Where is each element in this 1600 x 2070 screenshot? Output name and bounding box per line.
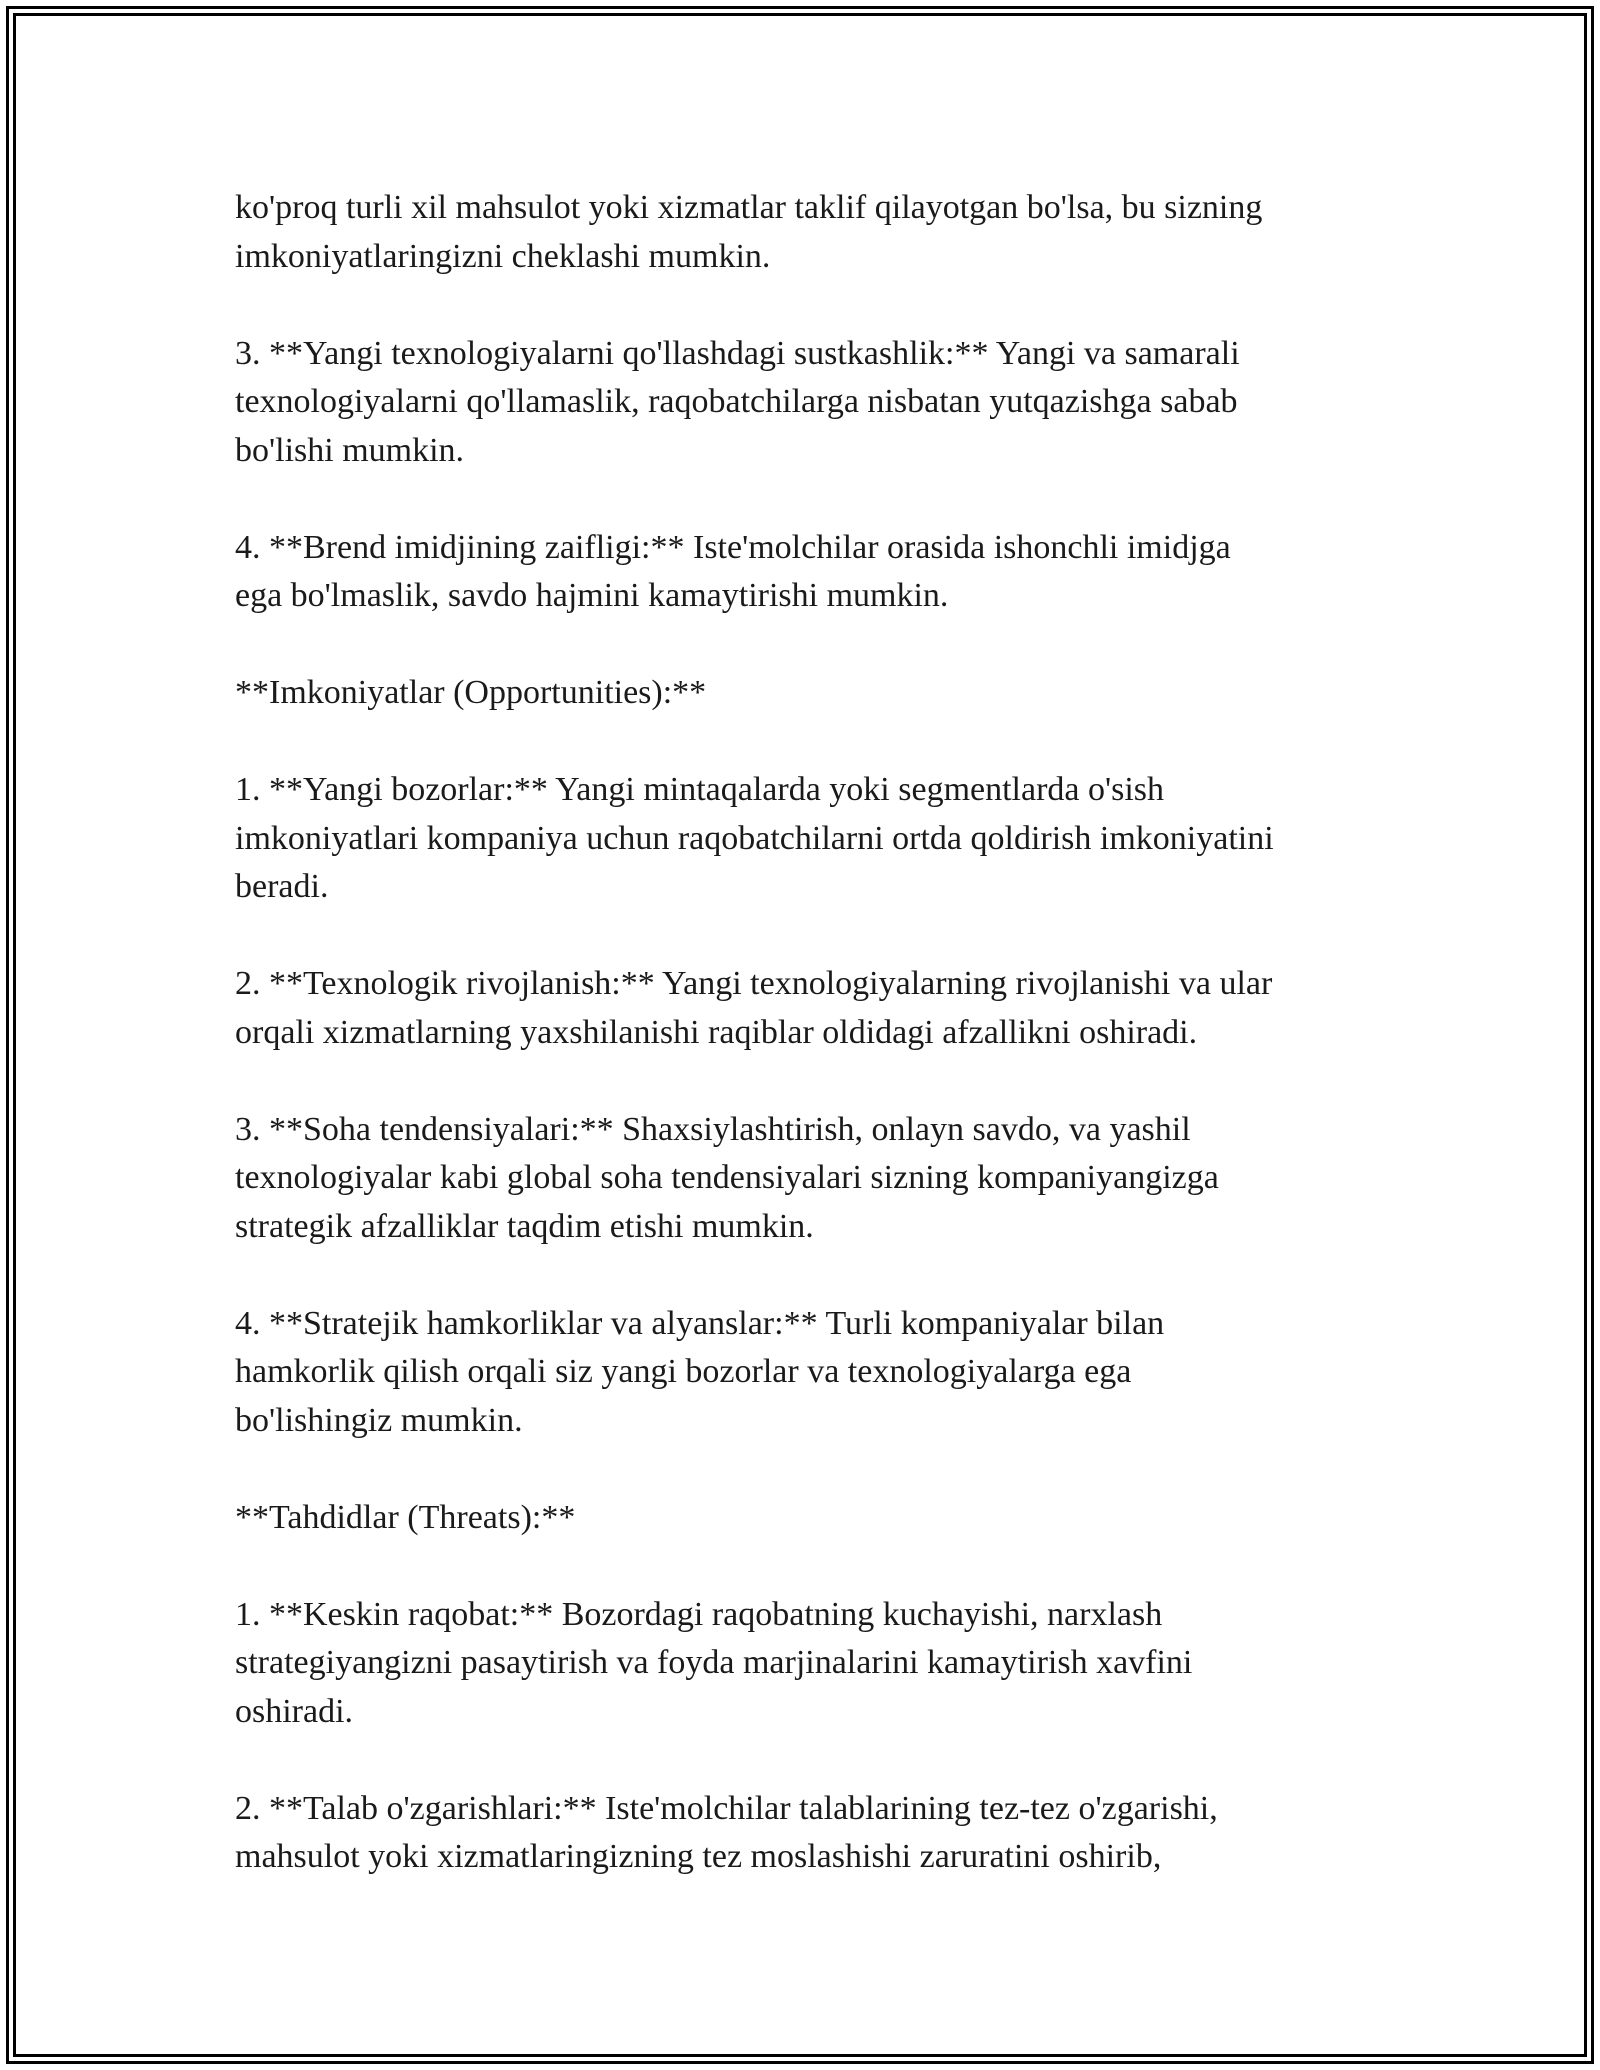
text-line: bo'lishi mumkin.	[235, 431, 465, 469]
section-heading-threats	[235, 1494, 1385, 1543]
text-line: strategik afzalliklar taqdim etishi mumkin.	[235, 1207, 814, 1245]
text-line: 2. **Texnologik rivojlanish:** Yangi texnologiyalarning rivojlanishi va ular	[235, 965, 1273, 1002]
threat-item-2	[235, 1785, 1385, 1882]
text-line: oshiradi.	[235, 1692, 354, 1730]
opportunity-item-1	[235, 766, 1385, 912]
text-line: beradi.	[235, 868, 329, 905]
text-line: mahsulot yoki xizmatlaringizning tez moslashishi zaruratini oshirib,	[235, 1838, 1162, 1875]
text-line: **Tahdidlar (Threats):**	[235, 1498, 576, 1536]
section-heading-opportunities	[235, 669, 1385, 718]
opportunity-item-4	[235, 1300, 1385, 1446]
opportunity-item-3	[235, 1106, 1385, 1252]
text-line: orqali xizmatlarning yaxshilanishi raqiblar oldidagi afzallikni oshiradi.	[235, 1013, 1198, 1051]
text-line: bo'lishingiz mumkin.	[235, 1401, 523, 1439]
text-line: 4. **Brend imidjining zaifligi:** Iste'molchilar orasida ishonchli imidjga	[235, 528, 1231, 566]
text-line: 2. **Talab o'zgarishlari:** Iste'molchilar talablarining tez-tez o'zgarishi,	[235, 1789, 1218, 1827]
text-line: texnologiyalar kabi global soha tendensiyalari sizning kompaniyangizga	[235, 1159, 1219, 1196]
text-line: 1. **Yangi bozorlar:** Yangi mintaqalarda yoki segmentlarda o'sish	[235, 771, 1165, 808]
text-line: strategiyangizni pasaytirish va foyda marjinalarini kamaytirish xavfini	[235, 1644, 1193, 1681]
text-line: 3. **Soha tendensiyalari:** Shaxsiylashtirish, onlayn savdo, va yashil	[235, 1110, 1191, 1148]
text-line: ega bo'lmaslik, savdo hajmini kamaytirishi mumkin.	[235, 577, 949, 614]
paragraph-continuation	[235, 184, 1385, 281]
text-line: 1. **Keskin raqobat:** Bozordagi raqobatning kuchayishi, narxlash	[235, 1595, 1163, 1633]
text-line: imkoniyatlari kompaniya uchun raqobatchilarni ortda qoldirish imkoniyatini	[235, 819, 1274, 857]
text-line: texnologiyalarni qo'llamaslik, raqobatchilarga nisbatan yutqazishga sabab	[235, 383, 1238, 420]
text-line: 4. **Stratejik hamkorliklar va alyanslar:** Turli kompaniyalar bilan	[235, 1304, 1165, 1342]
text-line: ko'proq turli xil mahsulot yoki xizmatlar taklif qilayotgan bo'lsa, bu sizning	[235, 189, 1263, 226]
threat-item-1	[235, 1591, 1385, 1737]
text-line: hamkorlik qilish orqali siz yangi bozorlar va texnologiyalarga ega	[235, 1353, 1132, 1390]
opportunity-item-2	[235, 960, 1385, 1057]
weakness-item-4	[235, 524, 1385, 621]
document-body	[235, 184, 1385, 1882]
text-line: imkoniyatlaringizni cheklashi mumkin.	[235, 237, 771, 275]
text-line: 3. **Yangi texnologiyalarni qo'llashdagi sustkashlik:** Yangi va samarali	[235, 334, 1240, 372]
weakness-item-3	[235, 330, 1385, 476]
text-line: **Imkoniyatlar (Opportunities):**	[235, 674, 707, 711]
